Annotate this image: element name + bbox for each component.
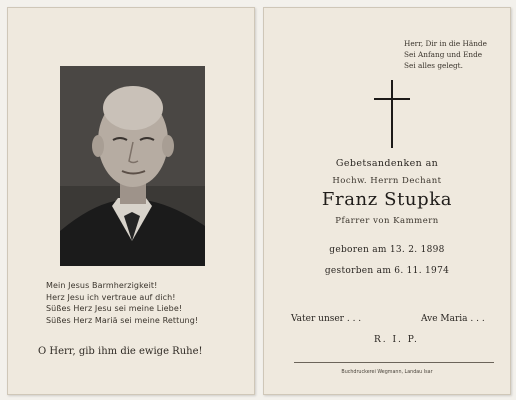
verse	[404, 38, 508, 71]
vater-unser: Vater unser . . .	[291, 314, 362, 324]
portrait-photo	[60, 66, 205, 266]
final-prayer: O Herr, gib ihm die ewige Ruhe!	[38, 346, 203, 357]
prayer-lines	[46, 280, 246, 326]
remembrance-label: Gebetsandenken an	[335, 158, 439, 169]
prayer-line: Mein Jesus Barmherzigkeit!	[46, 281, 158, 290]
prayer-line: Herz Jesu ich vertraue auf dich!	[46, 292, 176, 302]
ave-maria: Ave Maria . . .	[421, 314, 485, 324]
death-date: gestorben am 6. 11. 1974	[324, 266, 450, 276]
right-card	[263, 7, 511, 395]
left-card	[7, 7, 255, 395]
verse-line: Sei alles gelegt.	[404, 61, 463, 70]
verse-line: Herr, Dir in die Hände	[404, 39, 487, 48]
cross-icon	[374, 80, 410, 148]
birth-date: geboren am 13. 2. 1898	[329, 245, 445, 255]
prayer-line: Süßes Herz Mariä sei meine Rettung!	[46, 315, 199, 325]
verse-line: Sei Anfang und Ende	[404, 50, 483, 59]
prayer-line: Süßes Herz Jesu sei meine Liebe!	[46, 304, 183, 313]
rip: R. I. P.	[374, 335, 419, 345]
deceased-role: Pfarrer von Kammern	[335, 216, 439, 226]
deceased-name: Franz Stupka	[321, 189, 453, 210]
divider	[294, 362, 494, 363]
clergy-title: Hochw. Herrn Dechant	[332, 176, 442, 186]
printer-credit: Buchdruckerei Wegmann, Landau Isar	[341, 370, 433, 375]
